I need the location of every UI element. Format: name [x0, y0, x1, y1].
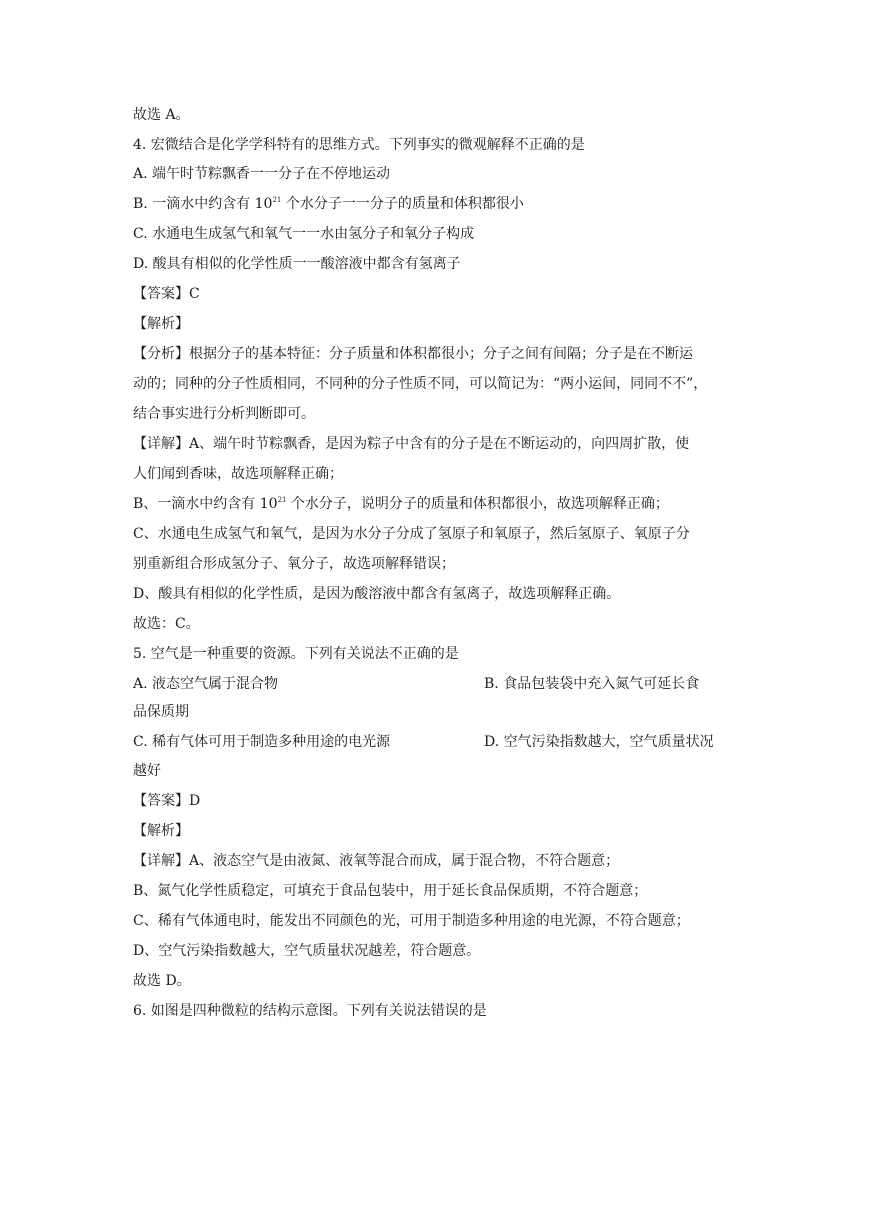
answer-5: 【答案】D: [133, 793, 201, 809]
detail-text: 别重新组合形成氢分子、氧分子，故选项解释错误；: [133, 556, 455, 572]
answer-4: 【答案】C: [133, 286, 200, 302]
detail-text: D、酸具有相似的化学性质，是因为酸溶液中都含有氢离子，故选项解释正确。: [133, 586, 621, 602]
option-5d: D. 空气污染指数越大，空气质量状况: [484, 734, 714, 750]
detail-text: C、稀有气体通电时，能发出不同颜色的光，可用于制造多种用途的电光源，不符合题意；: [133, 913, 690, 929]
question-6: 6. 如图是四种微粒的结构示意图。下列有关说法错误的是: [133, 1003, 487, 1019]
choice-text: 故选 D。: [133, 973, 191, 989]
option-4a: A. 端午时节粽飘香一一分子在不停地运动: [133, 166, 391, 182]
exponent: 21: [277, 496, 287, 504]
option-4b: [133, 194, 739, 214]
option-4c: C. 水通电生成氢气和氧气一一水由氢分子和氧分子构成: [133, 226, 475, 242]
detail-text: C、水通电生成氢气和氧气，是因为水分子分成了氢原子和氧原子，然后氢原子、氧原子分: [133, 526, 690, 542]
exponent: 21: [272, 196, 282, 204]
option-5d-cont: 越好: [133, 763, 161, 779]
analysis-heading-5: 【解析】: [133, 823, 189, 839]
option-5b: B. 食品包装袋中充入氮气可延长食: [484, 676, 700, 692]
option-5b-cont: 品保质期: [133, 704, 189, 720]
detail-text: B、氮气化学性质稳定，可填充于食品包装中，用于延长食品保质期，不符合题意；: [133, 883, 648, 899]
text-line: 故选 A。: [133, 107, 190, 123]
analysis-text: 结合事实进行分析判断即可。: [133, 406, 315, 422]
choice-text: 故选：C。: [133, 616, 200, 632]
detail-text: 人们闻到香味，故选项解释正确；: [133, 466, 343, 482]
detail-text: 【详解】A、端午时节粽飘香，是因为粽子中含有的分子是在不断运动的，向四周扩散，使: [133, 436, 690, 452]
text-span: 个水分子，说明分子的质量和体积都很小，故选项解释正确；: [286, 496, 669, 512]
detail-text-b: [133, 494, 739, 514]
text-span: 个水分子一一分子的质量和体积都很小: [281, 196, 524, 212]
question-5: 5. 空气是一种重要的资源。下列有关说法不正确的是: [133, 646, 459, 662]
option-4d: D. 酸具有相似的化学性质一一酸溶液中都含有氢离子: [133, 256, 461, 272]
option-5c: C. 稀有气体可用于制造多种用途的电光源: [133, 734, 391, 750]
analysis-text: 动的；同种的分子性质相同，不同种的分子性质不同，可以简记为：“两小运间，同同不不”，: [133, 376, 708, 392]
text-span: B. 一滴水中约含有 10: [133, 196, 273, 212]
detail-text: 【详解】A、液态空气是由液氮、液氧等混合而成，属于混合物，不符合题意；: [133, 853, 620, 869]
text-span: B、一滴水中约含有 10: [133, 496, 278, 512]
analysis-heading-4: 【解析】: [133, 316, 189, 332]
question-4: 4. 宏微结合是化学学科特有的思维方式。下列事实的微观解释不正确的是: [133, 137, 585, 153]
option-5a: A. 液态空气属于混合物: [133, 676, 279, 692]
detail-text: D、空气污染指数越大，空气质量状况越差，符合题意。: [133, 943, 481, 959]
analysis-text: 【分析】根据分子的基本特征：分子质量和体积都很小；分子之间有间隔；分子是在不断运: [133, 346, 693, 362]
